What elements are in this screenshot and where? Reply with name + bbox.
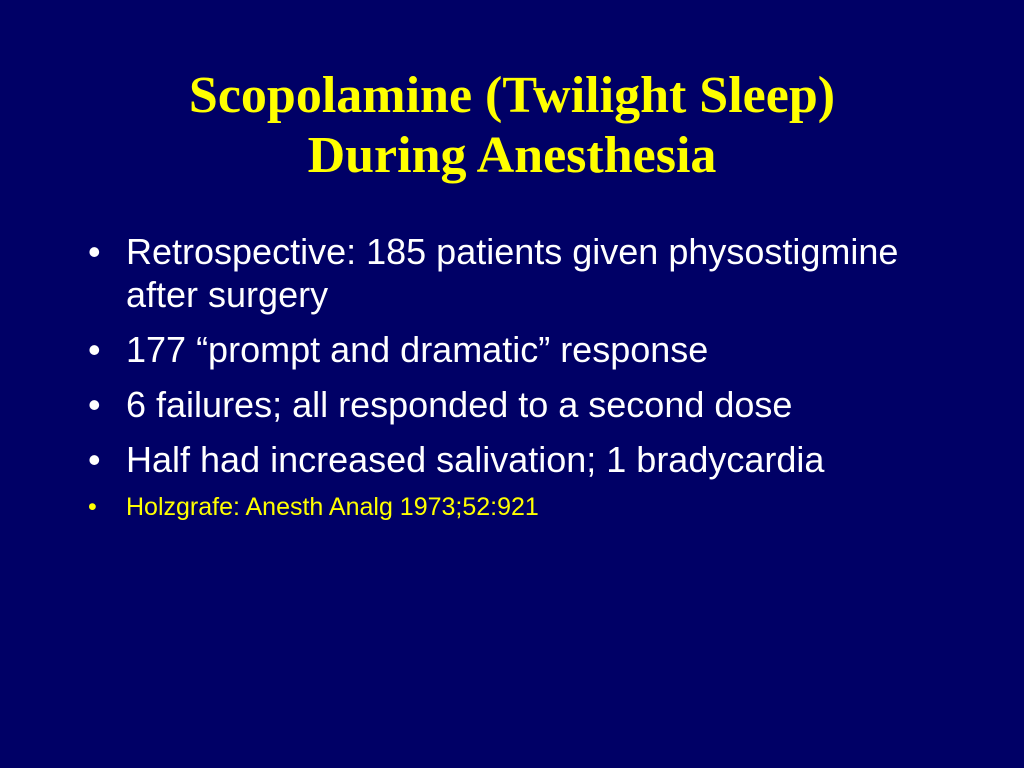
bullet-text: 6 failures; all responded to a second dose [126,384,793,425]
bullet-marker: • [88,384,101,425]
bullet-item-reference [0,491,1024,523]
bullet-text: 177 “prompt and dramatic” response [126,329,709,370]
bullet-text: Half had increased salivation; 1 bradycardia [126,439,825,480]
slide-title-line-1: Scopolamine (Twilight Sleep) [188,67,836,124]
slide-title [0,66,1024,186]
bullet-marker: • [88,329,101,370]
bullet-list [0,230,1024,535]
slide-title-line-2: During Anesthesia [307,127,717,184]
bullet-marker: • [88,439,101,480]
bullet-marker: • [88,231,101,272]
bullet-marker: • [88,493,97,521]
bullet-item-retrospective [0,230,1024,316]
bullet-item-response [0,328,1024,371]
bullet-item-failures [0,383,1024,426]
reference-citation: Holzgrafe: Anesth Analg 1973;52:921 [126,493,539,521]
bullet-item-salivation [0,438,1024,481]
bullet-text: Retrospective: 185 patients given physostigmine after surgery [126,231,899,315]
